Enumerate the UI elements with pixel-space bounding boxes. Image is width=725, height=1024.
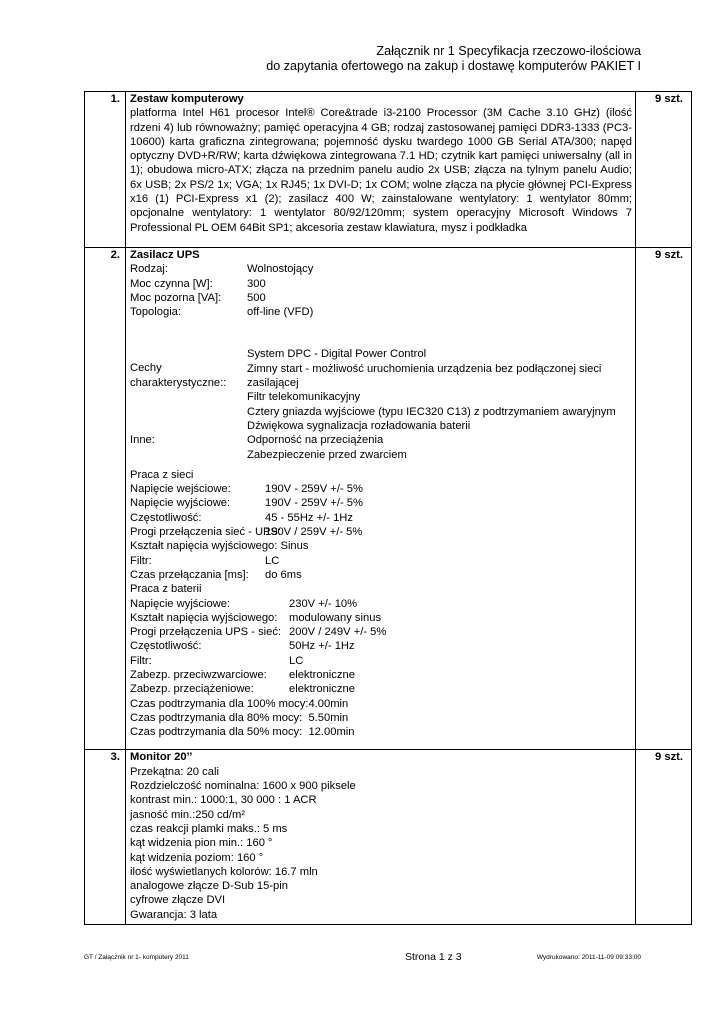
- spec-row: [130, 668, 632, 682]
- features-block: [130, 347, 632, 433]
- spec-label: Rodzaj:: [130, 263, 168, 276]
- item-title: Monitor 20’’: [130, 751, 193, 764]
- spec-label: Moc pozorna [VA]:: [130, 291, 222, 304]
- item-quantity: 9 szt.: [636, 247, 692, 750]
- item-title: Zasilacz UPS: [130, 248, 200, 261]
- spec-row: [130, 597, 632, 611]
- spec-row: [130, 554, 632, 568]
- section-heading: Praca z sieci: [130, 468, 194, 481]
- spec-line: analogowe złącze D-Sub 15-pin: [130, 880, 288, 893]
- backup-time-line: Czas podtrzymania dla 50% mocy: 12.00min: [130, 726, 355, 739]
- feature-line: Dźwiękowa sygnalizacja rozładowania baterii: [247, 419, 471, 432]
- item-number: 3.: [85, 750, 126, 925]
- backup-time-line: Czas podtrzymania dla 80% mocy: 5.50min: [130, 711, 349, 724]
- spec-row: [130, 305, 632, 319]
- spec-row: [130, 568, 632, 582]
- spec-value: Wolnostojący: [247, 263, 314, 276]
- item-description: [126, 750, 636, 925]
- feature-line: Cztery gniazda wyjściowe (typu IEC320 C13) z podtrzymaniem awaryjnym: [247, 405, 616, 418]
- spec-label: Częstotliwość:: [130, 640, 202, 653]
- table-row: [85, 92, 692, 248]
- spec-value: 190V / 259V +/- 5%: [265, 526, 363, 539]
- spec-row: [130, 611, 632, 625]
- header-title: Załącznik nr 1 Specyfikacja rzeczowo-ilościowa: [376, 44, 641, 58]
- spec-value: 45 - 55Hz +/- 1Hz: [265, 511, 353, 524]
- item-quantity: 9 szt.: [636, 750, 692, 925]
- spec-value: Sinus: [280, 540, 309, 553]
- item-description: [126, 247, 636, 750]
- spec-row: [130, 482, 632, 496]
- spec-value: 300: [247, 277, 266, 290]
- spec-value: modulowany sinus: [289, 611, 382, 624]
- spec-value: 190V - 259V +/- 5%: [265, 497, 363, 510]
- spec-label: Napięcie wejściowe:: [130, 483, 231, 496]
- spec-value: 190V - 259V +/- 5%: [265, 483, 363, 496]
- other-line: Zabezpieczenie przed zwarciem: [247, 448, 407, 461]
- spec-row: [130, 539, 632, 553]
- item-number: 2.: [85, 247, 126, 750]
- spec-row: [130, 682, 632, 696]
- item-number: 1.: [85, 92, 126, 248]
- spec-label: Napięcie wyjściowe:: [130, 597, 231, 610]
- spec-line: jasność min.:250 cd/m²: [130, 808, 246, 821]
- page-header: [266, 44, 641, 74]
- spec-line: cyfrowe złącze DVI: [130, 894, 226, 907]
- spec-row: [130, 654, 632, 668]
- table-row: [85, 247, 692, 750]
- header-subtitle: do zapytania ofertowego na zakup i dostawę komputerów PAKIET I: [266, 59, 641, 73]
- spec-line: kąt widzenia pion min.: 160 °: [130, 837, 273, 850]
- spec-row: [130, 625, 632, 639]
- spec-value: 200V / 249V +/- 5%: [289, 626, 387, 639]
- spec-row: [130, 277, 632, 291]
- spec-line: Rozdzielczość nominalna: 1600 x 900 piksele: [130, 780, 356, 793]
- spec-row: [130, 511, 632, 525]
- spec-value: elektroniczne: [289, 668, 355, 681]
- spec-line: ilość wyświetlanych kolorów: 16.7 mln: [130, 865, 318, 878]
- spec-row: [130, 496, 632, 510]
- spec-value: LC: [289, 654, 304, 667]
- table-row: [85, 750, 692, 925]
- other-block: [130, 433, 632, 462]
- spec-value: LC: [265, 554, 280, 567]
- spec-row: [130, 262, 632, 276]
- feature-line: System DPC - Digital Power Control: [247, 348, 427, 361]
- spec-label: Moc czynna [W]:: [130, 277, 213, 290]
- spec-value: off-line (VFD): [247, 306, 314, 319]
- spec-label: Topologia:: [130, 306, 182, 319]
- other-label: Inne:: [130, 434, 155, 447]
- spec-label: Częstotliwość:: [130, 511, 202, 524]
- footer-print-date: Wydrukowano: 2011-11-09 09:33:00: [536, 954, 641, 961]
- item-quantity: 9 szt.: [636, 92, 692, 248]
- spec-line: Gwarancja: 3 lata: [130, 908, 218, 921]
- feature-line: Filtr telekomunikacyjny: [247, 391, 361, 404]
- section-heading: Praca z baterii: [130, 583, 202, 596]
- spec-row: [130, 639, 632, 653]
- other-line: Odporność na przeciążenia: [247, 434, 384, 447]
- spec-row: [130, 525, 632, 539]
- footer-page-number: Strona 1 z 3: [405, 951, 462, 963]
- spec-line: kontrast min.: 1000:1, 30 000 : 1 ACR: [130, 794, 317, 807]
- spec-label: Zabezp. przeciwzwarciowe:: [130, 668, 267, 681]
- specification-table: [84, 91, 692, 925]
- spec-value: 230V +/- 10%: [289, 597, 358, 610]
- spec-label: Zabezp. przeciążeniowe:: [130, 683, 254, 696]
- spec-label: Progi przełączenia sieć - UPS:: [130, 526, 282, 539]
- spec-label: Progi przełączenia UPS - sieć:: [130, 626, 282, 639]
- spec-line: Przekątna: 20 cali: [130, 765, 219, 778]
- spec-value: 50Hz +/- 1Hz: [289, 640, 355, 653]
- spec-value: 500: [247, 291, 266, 304]
- spec-label: Filtr:: [130, 554, 152, 567]
- spec-line: czas reakcji plamki maks.: 5 ms: [130, 822, 288, 835]
- spec-value: do 6ms: [265, 568, 302, 581]
- spec-label: Czas przełączania [ms]:: [130, 568, 249, 581]
- spec-label: Kształt napięcia wyjściowego:: [130, 540, 278, 553]
- spec-label: Kształt napięcia wyjściowego:: [130, 611, 278, 624]
- spec-label: Filtr:: [130, 654, 152, 667]
- page-footer: [84, 951, 641, 965]
- features-label: Cechy charakterystyczne::: [130, 362, 227, 389]
- item-title: Zestaw komputerowy: [130, 93, 244, 105]
- spec-value: elektroniczne: [289, 683, 355, 696]
- item-spec-text: platforma Intel H61 procesor Intel® Core&trade i3-2100 Processor (3M Cache 3.10 GHz) (ilość rdzeni 4) lub równoważny; pamięć operacyjna 4 GB; rodzaj zastosowanej pamięci DDR3-1333 (PC3-10600) karta graficzna zintegrowana; pojemność dysku twardego 1000 GB Serial ATA/300; napęd optyczny DVD+R/RW; karta dźwiękowa zintegrowana 7.1 HD; czytnik kart pamięci uniwersalny (all in 1); obudowa micro-ATX; złącza na przednim panelu audio 2x USB; złącza na tylnym panelu Audio; 6x USB; 2x PS/2 1x; VGA; 1x RJ45; 1x DVI-D; 1x COM; wolne złącza na płycie głównej PCI-Express x16 (1) PCI-Express x1 (2); zasilacz 400 W; zainstalowane wentylatory: 1 wentylator 80mm; opcjonalne wentylatory: 1 wentylator 80/92/120mm; system operacyjny Microsoft Windows 7 Professional PL OEM 64Bit SP1; akcesoria zestaw klawiatura, mysz i podkładka: [130, 107, 632, 234]
- feature-line: Zimny start - możliwość uruchomienia urządzenia bez podłączonej sieci zasilającej: [247, 362, 602, 390]
- spec-line: kąt widzenia poziom: 160 °: [130, 851, 264, 864]
- spec-label: Napięcie wyjściowe:: [130, 497, 231, 510]
- footer-document-id: GT / Załącznik nr 1- komputery 2011: [84, 954, 189, 961]
- backup-time-line: Czas podtrzymania dla 100% mocy:4.00min: [130, 697, 349, 710]
- item-description: [126, 92, 636, 248]
- spec-row: [130, 291, 632, 305]
